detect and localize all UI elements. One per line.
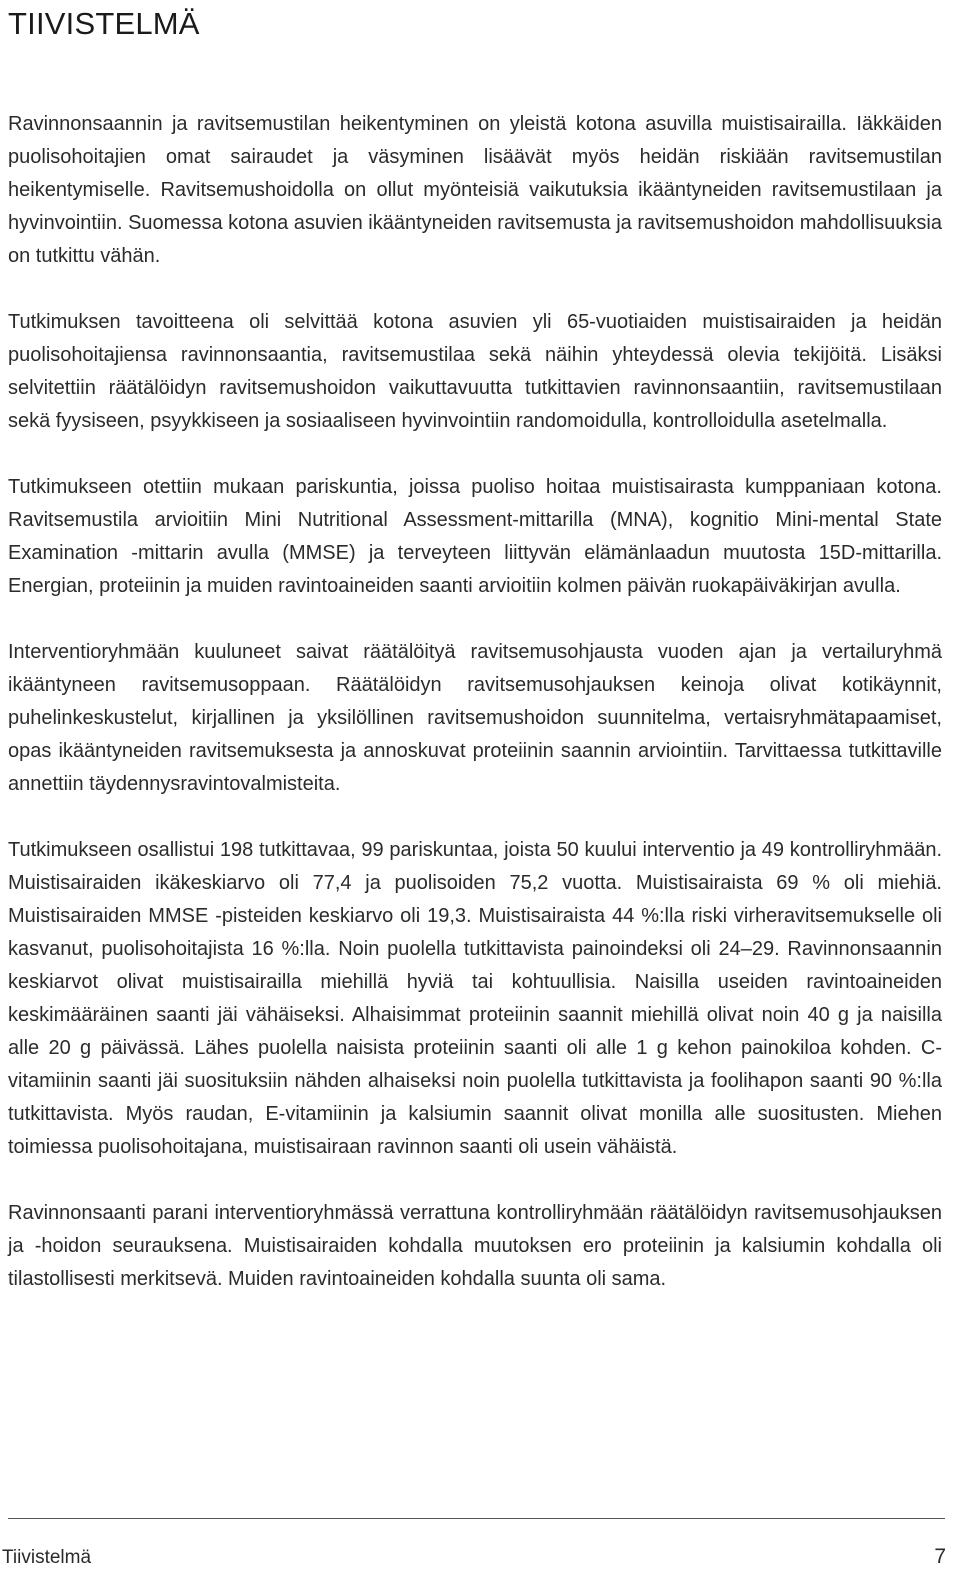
- paragraph-conclusion: Ravinnonsaanti parani interventioryhmässä verrattuna kontrolliryhmään räätälöidyn ravitsemusohjauksen ja -hoidon seurauksena. Muistisairaiden kohdalla muutoksen ero proteiinin ja kalsiumin kohdalla oli tilastollisesti merkitsevä. Muiden ravintoaineiden kohdalla suunta oli sama.: [8, 1202, 942, 1290]
- paragraph-aims: Tutkimuksen tavoitteena oli selvittää kotona asuvien yli 65-vuotiaiden muistisairaiden ja heidän puolisohoitajiensa ravinnonsaantia, ravitsemustilaa sekä näihin yhteydessä olevia tekijöitä. Lisäksi selvitettiin räätälöidyn ravitsemushoidon vaikuttavuutta tutkittavien ravinnonsaantiin, ravitsemustilaan sekä fyysiseen, psyykkiseen ja sosiaaliseen hyvinvointiin randomoidulla, kontrolloidulla asetelmalla.: [8, 311, 942, 432]
- paragraph-background: Ravinnonsaannin ja ravitsemustilan heikentyminen on yleistä kotona asuvilla muistisairailla. Iäkkäiden puolisohoitajien omat sairaudet ja väsyminen lisäävät myös heidän riskiään ravitsemustilan heikentymiselle. Ravitsemushoidolla on ollut myönteisiä vaikutuksia ikääntyneiden ravitsemustilaan ja hyvinvointiin. Suomessa kotona asuvien ikääntyneiden ravitsemusta ja ravitsemushoidon mahdollisuuksia on tutkittu vähän.: [8, 113, 942, 267]
- footer-divider: [8, 1518, 945, 1519]
- paragraph-methods: Tutkimukseen otettiin mukaan pariskuntia, joissa puoliso hoitaa muistisairasta kumppaniaan kotona. Ravitsemustila arvioitiin Mini Nutritional Assessment-mittarilla (MNA), kognitio Mini-mental State Examination -mittarin avulla (MMSE) ja terveyteen liittyvän elämänlaadun muutosta 15D-mittarilla. Energian, proteiinin ja muiden ravintoaineiden saanti arvioitiin kolmen päivän ruokapäiväkirjan avulla.: [8, 476, 942, 597]
- footer-section-name: Tiivistelmä: [2, 1547, 92, 1568]
- paragraph-intervention: Interventioryhmään kuuluneet saivat räätälöityä ravitsemusohjausta vuoden ajan ja vertailuryhmä ikääntyneen ravitsemusoppaan. Räätälöidyn ravitsemusohjauksen keinoja olivat kotikäynnit, puhelinkeskustelut, kirjallinen ja yksilöllinen ravitsemushoidon suunnitelma, vertaisryhmätapaamiset, opas ikääntyneiden ravitsemuksesta ja annoskuvat proteiinin saannin arviointiin. Tarvittaessa tutkittaville annettiin täydennysravintovalmisteita.: [8, 641, 942, 795]
- paragraph-results: Tutkimukseen osallistui 198 tutkittavaa, 99 pariskuntaa, joista 50 kuului interventio ja 49 kontrolliryhmään. Muistisairaiden ikäkeskiarvo oli 77,4 ja puolisoiden 75,2 vuotta. Muistisairaista 69 % oli miehiä. Muistisairaiden MMSE -pisteiden keskiarvo oli 19,3. Muistisairaista 44 %:lla riski virheravitsemukselle oli kasvanut, puolisohoitajista 16 %:lla. Noin puolella tutkittavista painoindeksi oli 24–29. Ravinnonsaannin keskiarvot olivat muistisairailla miehillä hyviä tai kohtuullisia. Naisilla useiden ravintoaineiden keskimääräinen saanti jäi vähäiseksi. Alhaisimmat proteiinin saannit miehillä olivat noin 40 g ja naisilla alle 20 g päivässä. Lähes puolella naisista proteiinin saanti oli alle 1 g kehon painokiloa kohden. C-vitamiinin saanti jäi suosituksiin nähden alhaiseksi noin puolella tutkittavista ja foolihapon saanti 90 %:lla tutkittavista. Myös raudan, E-vitamiinin ja kalsiumin saannit olivat monilla alle suositusten. Miehen toimiessa puolisohoitajana, muistisairaan ravinnon saanti oli usein vähäistä.: [8, 839, 942, 1158]
- page-title: TIIVISTELMÄ: [8, 6, 200, 41]
- page-number: 7: [934, 1545, 946, 1568]
- abstract-body: [8, 108, 942, 1329]
